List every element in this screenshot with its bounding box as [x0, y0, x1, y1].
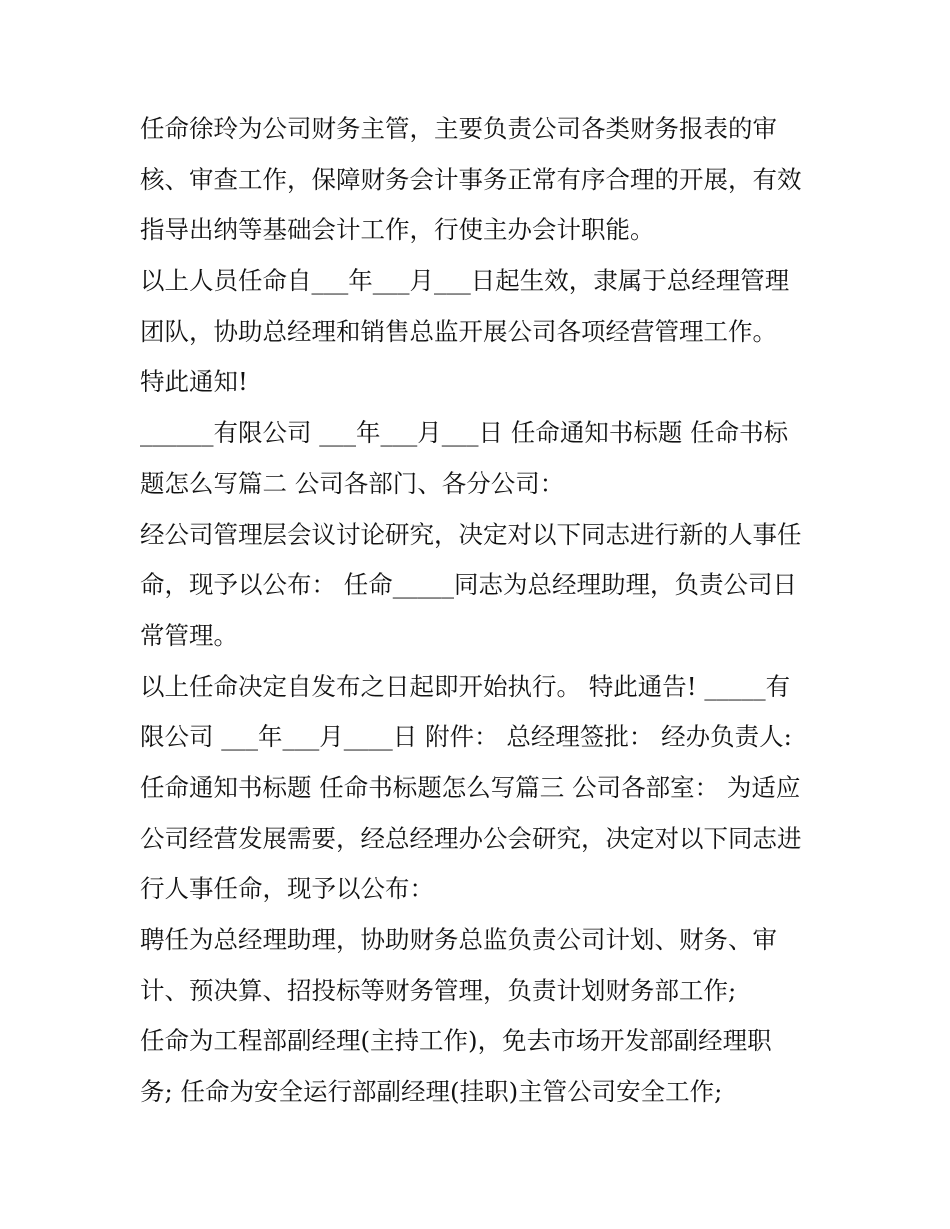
- text-line: 聘任为总经理助理，协助财务总监负责公司计划、财务、审: [140, 925, 777, 954]
- text-line: 公司经营发展需要，经总经理办公会研究，决定对以下同志进: [140, 823, 802, 853]
- text-line: 限公司 ___年___月____日 附件： 总经理签批： 经办负责人:: [140, 722, 792, 752]
- text-line: 题怎么写篇二 公司各部门、各分公司：: [140, 468, 565, 498]
- paragraph-notice: [140, 357, 820, 408]
- text-line: 经公司管理层会议讨论研究，决定对以下同志进行新的人事任: [140, 519, 802, 549]
- text-line: 任命为工程部副经理(主持工作)，免去市场开发部副经理职: [140, 1026, 772, 1056]
- paragraph-engineering-appointment: [140, 1016, 820, 1117]
- paragraph-assistant-appointment: [140, 915, 820, 1016]
- paragraph-appointment-finance: [140, 104, 820, 256]
- text-line: 行人事任命，现予以公布：: [140, 874, 434, 904]
- text-line: 任命通知书标题 任命书标题怎么写篇三 公司各部室： 为适应: [140, 772, 801, 802]
- text-line: 任命徐玲为公司财务主管，主要负责公司各类财务报表的审: [140, 114, 777, 143]
- text-line: 以上任命决定自发布之日起即开始执行。 特此通告! _____有: [140, 671, 791, 701]
- text-line: ______有限公司 ___年___月___日 任命通知书标题 任命书标: [140, 418, 789, 448]
- text-line: 指导出纳等基础会计工作，行使主办会计职能。: [140, 215, 655, 245]
- paragraph-signature-part2: [140, 408, 820, 509]
- paragraph-part3: [140, 662, 820, 915]
- text-line: 计、预决算、招投标等财务管理，负责计划财务部工作;: [140, 975, 737, 1005]
- text-line: 务; 任命为安全运行部副经理(挂职)主管公司安全工作;: [140, 1077, 723, 1107]
- text-line: 核、审查工作，保障财务会计事务正常有序合理的开展，有效: [140, 164, 802, 194]
- text-line: 团队，协助总经理和销售总监开展公司各项经营管理工作。: [140, 316, 777, 346]
- document-body: [140, 104, 820, 1118]
- text-line: 命，现予以公布： 任命_____同志为总经理助理，负责公司日: [140, 570, 798, 600]
- text-line: 特此通知!: [140, 367, 248, 397]
- paragraph-management-decision: [140, 510, 820, 662]
- paragraph-effective-date: [140, 256, 820, 357]
- text-line: 常管理。: [140, 620, 238, 650]
- text-line: 以上人员任命自___年___月___日起生效，隶属于总经理管理: [140, 266, 790, 296]
